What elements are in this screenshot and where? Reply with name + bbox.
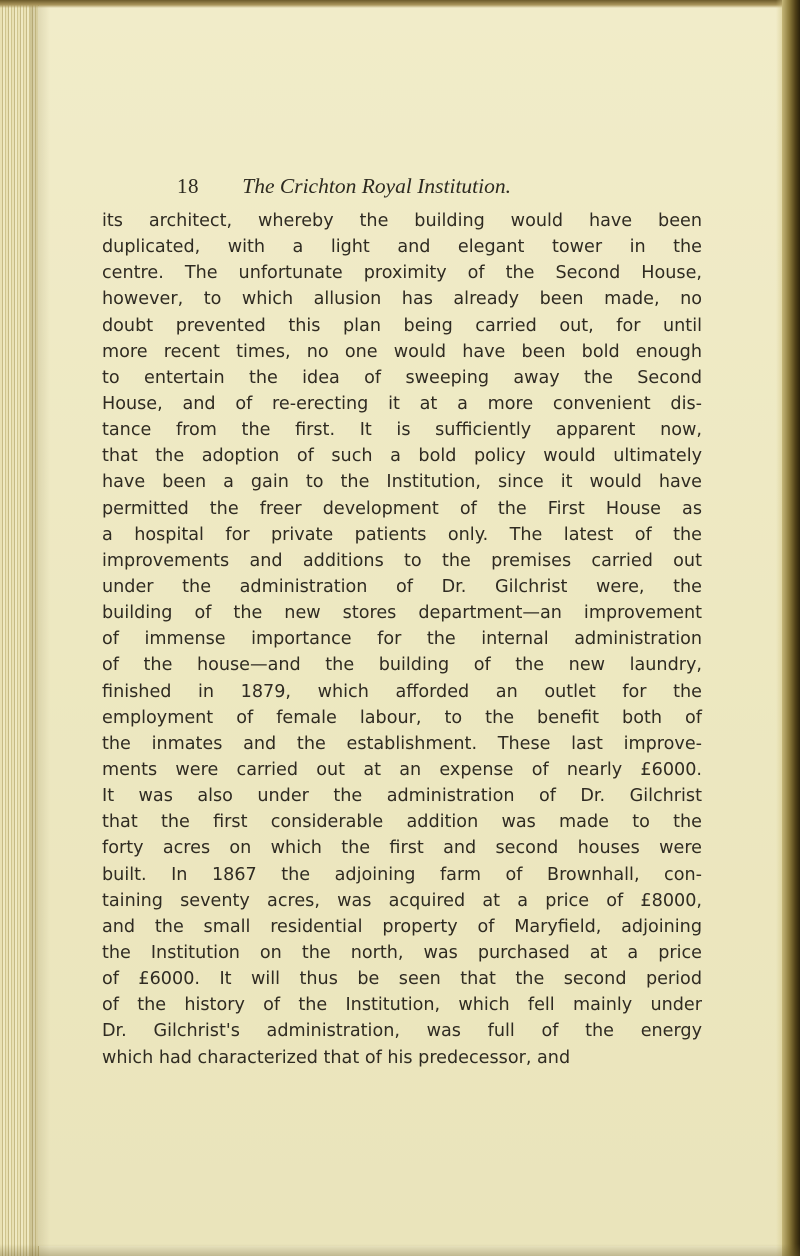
text-line: of the history of the Institution, which fell mainly under — [102, 995, 702, 1016]
page-number: 18 — [177, 174, 199, 198]
text-line: which had characterized that of his predecessor, and — [102, 1047, 571, 1068]
running-title: The Crichton Royal Institution. — [242, 174, 511, 198]
text-line: have been a gain to the Institution, since it would have — [102, 472, 702, 493]
text-line: of immense importance for the internal administration — [102, 629, 702, 650]
bottom-shade — [0, 1244, 800, 1256]
gutter-shadow — [30, 0, 50, 1256]
text-line: more recent times, no one would have been bold enough — [102, 341, 702, 362]
text-line: of £6000. It will thus be seen that the second period — [102, 969, 702, 990]
text-line: built. In 1867 the adjoining farm of Brownhall, con- — [102, 864, 702, 885]
text-line: that the adoption of such a bold policy would ultimately — [102, 446, 702, 467]
text-line: improvements and additions to the premises carried out — [102, 550, 702, 571]
text-line: ments were carried out at an expense of nearly £6000. — [102, 759, 702, 780]
text-line: duplicated, with a light and elegant tower in the — [102, 237, 702, 258]
body-text — [102, 208, 702, 1071]
text-line: employment of female labour, to the benefit both of — [102, 707, 702, 728]
running-header — [177, 174, 511, 200]
text-line: to entertain the idea of sweeping away the Second — [102, 367, 702, 388]
text-line: the inmates and the establishment. These last improve- — [102, 733, 702, 754]
text-line: It was also under the administration of Dr. Gilchrist — [102, 786, 702, 807]
text-line: doubt prevented this plan being carried out, for until — [102, 315, 702, 336]
text-line: a hospital for private patients only. The latest of the — [102, 524, 702, 545]
top-edge — [0, 0, 800, 8]
text-line: and the small residential property of Maryfield, adjoining — [102, 916, 702, 937]
text-line: however, to which allusion has already been made, no — [102, 289, 702, 310]
text-line: the Institution on the north, was purchased at a price — [102, 942, 702, 963]
text-line: Dr. Gilchrist's administration, was full of the energy — [102, 1021, 702, 1042]
text-line: of the house—and the building of the new laundry, — [102, 655, 702, 676]
text-line: building of the new stores department—an improvement — [102, 603, 702, 624]
text-line: House, and of re-erecting it at a more convenient dis- — [102, 393, 702, 414]
fore-edge-binding — [782, 0, 800, 1256]
text-line: its architect, whereby the building would have been — [102, 211, 702, 231]
text-line: under the administration of Dr. Gilchrist were, the — [102, 576, 702, 597]
text-line: finished in 1879, which afforded an outlet for the — [102, 681, 702, 702]
text-line: centre. The unfortunate proximity of the Second House, — [102, 263, 702, 284]
text-line: forty acres on which the first and second houses were — [102, 838, 702, 859]
text-line: that the first considerable addition was made to the — [102, 812, 702, 833]
text-line: permitted the freer development of the First House as — [102, 498, 702, 519]
text-line: tance from the first. It is sufficiently apparent now, — [102, 420, 702, 441]
text-line: taining seventy acres, was acquired at a price of £8000, — [102, 890, 702, 911]
